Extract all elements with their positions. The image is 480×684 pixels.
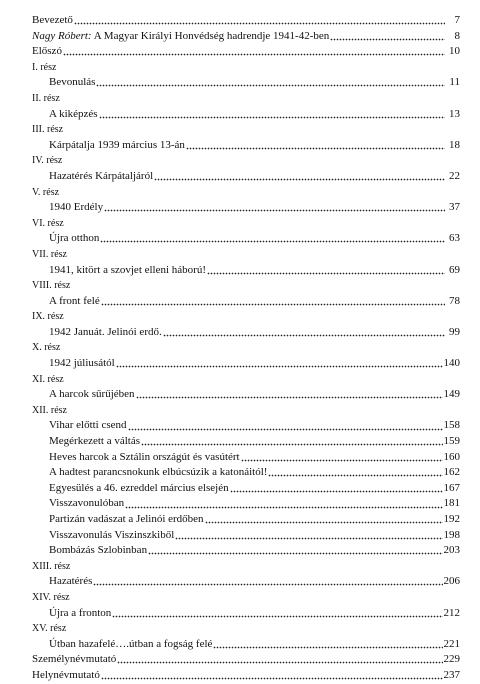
toc-page-number: 11 xyxy=(449,76,460,89)
toc-title: Partizán vadászat a Jelinói erdőben xyxy=(49,513,204,525)
toc-part-heading xyxy=(32,309,460,325)
toc-chapter-entry xyxy=(32,543,460,559)
dot-leader xyxy=(63,53,445,57)
toc-page-number: 158 xyxy=(443,419,460,432)
toc-chapter-entry xyxy=(32,231,460,247)
toc-title: Egyesülés a 46. ezreddel március elsején xyxy=(49,481,229,494)
toc-title: Előszó xyxy=(32,45,62,58)
toc-title: Hazatérés Kárpátaljáról xyxy=(49,169,154,182)
toc-part-heading xyxy=(32,278,460,294)
dot-leader xyxy=(330,37,445,41)
toc-chapter-entry xyxy=(32,418,460,434)
toc-page-number: 229 xyxy=(443,653,460,666)
toc-page-number: 181 xyxy=(443,497,460,510)
toc-part-heading xyxy=(32,153,460,169)
toc-chapter-entry xyxy=(32,263,460,279)
toc-title: Visszavonulóban xyxy=(49,497,125,510)
dot-leader xyxy=(141,443,442,447)
toc-title: VII. rész xyxy=(32,248,67,260)
toc-part-heading xyxy=(32,122,460,138)
toc-page-number: 198 xyxy=(443,528,460,541)
toc-chapter-entry xyxy=(32,496,460,512)
toc-chapter-entry xyxy=(32,434,460,450)
dot-leader xyxy=(117,661,442,665)
toc-part-heading xyxy=(32,590,460,606)
toc-part-heading xyxy=(32,91,460,107)
toc-page-number: 10 xyxy=(449,45,460,58)
toc-chapter-entry xyxy=(32,75,460,91)
toc-title: Vihar előtti csend xyxy=(49,419,127,432)
toc-page-number: 69 xyxy=(449,263,460,276)
toc-chapter-entry xyxy=(32,637,460,653)
toc-chapter-entry xyxy=(32,528,460,544)
toc-title: Kárpátalja 1939 március 13-án xyxy=(49,138,185,151)
toc-chapter-entry xyxy=(32,606,460,622)
toc-chapter-entry xyxy=(32,574,460,590)
toc-page-number: 18 xyxy=(449,138,460,151)
toc-title: XV. rész xyxy=(32,623,67,635)
toc-title: 1942 júliusától xyxy=(49,357,115,370)
toc-part-heading xyxy=(32,247,460,263)
toc-chapter-entry xyxy=(32,465,460,481)
toc-part-heading xyxy=(32,559,460,575)
toc-title: A harcok sűrűjében xyxy=(49,388,135,401)
dot-leader xyxy=(207,271,445,275)
toc-page-number: 140 xyxy=(443,357,460,370)
dot-leader xyxy=(136,396,443,400)
toc-title xyxy=(32,29,329,45)
toc-title: V. rész xyxy=(32,186,60,198)
dot-leader xyxy=(213,645,442,649)
dot-leader xyxy=(205,521,443,525)
toc-title: 1941, kitört a szovjet elleni háború! xyxy=(49,263,207,276)
toc-part-heading xyxy=(32,216,460,232)
dot-leader xyxy=(100,240,445,244)
toc-chapter-entry xyxy=(32,294,460,310)
toc-title: XIV. rész xyxy=(32,591,70,603)
toc-part-heading xyxy=(32,185,460,201)
toc-title: Bevonulás xyxy=(49,76,96,89)
toc-title: Újra otthon xyxy=(49,232,100,245)
toc-title: Újra a fronton xyxy=(49,606,112,619)
toc-title: A front felé xyxy=(49,294,100,307)
toc-chapter-entry xyxy=(32,450,460,466)
toc-entry xyxy=(32,668,460,684)
toc-title: XII. rész xyxy=(32,404,67,416)
toc-title: Bombázás Szlobinban xyxy=(49,544,148,557)
toc-chapter-entry xyxy=(32,169,460,185)
dot-leader xyxy=(230,489,443,493)
dot-leader xyxy=(104,209,445,213)
toc-title-text: A Magyar Királyi Honvédség hadrendje 1941-42-ben xyxy=(91,29,330,42)
toc-chapter-entry xyxy=(32,387,460,403)
dot-leader xyxy=(93,583,442,587)
toc-chapter-entry xyxy=(32,356,460,372)
toc-chapter-entry xyxy=(32,325,460,341)
toc-page-number: 203 xyxy=(443,544,460,557)
toc-part-heading xyxy=(32,340,460,356)
toc-author: Nagy Róbert: xyxy=(32,29,92,42)
toc-title: XIII. rész xyxy=(32,560,71,572)
toc-entry xyxy=(32,29,460,45)
toc-entry xyxy=(32,44,460,60)
toc-title: Útban hazafelé….útban a fogság felé xyxy=(49,637,213,650)
toc-title: A hadtest parancsnokunk elbúcsúzik a katonáitól! xyxy=(49,466,268,479)
toc-page-number: 221 xyxy=(443,637,460,650)
toc-title: Személynévmutató xyxy=(32,653,117,666)
toc-title: VI. rész xyxy=(32,217,64,229)
toc-page-number: 7 xyxy=(454,14,460,26)
dot-leader xyxy=(163,333,445,337)
toc-title: Helynévmutató xyxy=(32,668,100,681)
table-of-contents xyxy=(32,13,460,684)
toc-page-number: 206 xyxy=(443,575,460,588)
toc-title: Heves harcok a Sztálin országút és vasútért xyxy=(49,450,240,463)
toc-title: Megérkezett a váltás xyxy=(49,435,141,448)
toc-title: 1940 Erdély xyxy=(49,201,104,214)
toc-page-number: 159 xyxy=(443,435,460,448)
toc-part-heading xyxy=(32,621,460,637)
dot-leader xyxy=(101,677,443,681)
dot-leader xyxy=(186,146,445,150)
toc-page-number: 63 xyxy=(449,232,460,245)
dot-leader xyxy=(99,115,445,119)
toc-page-number: 167 xyxy=(443,481,460,494)
toc-page-number: 160 xyxy=(443,450,460,463)
toc-chapter-entry xyxy=(32,512,460,528)
toc-title: XI. rész xyxy=(32,373,64,385)
toc-title: II. rész xyxy=(32,92,60,104)
toc-page-number: 8 xyxy=(454,29,460,42)
toc-part-heading xyxy=(32,372,460,388)
toc-chapter-entry xyxy=(32,138,460,154)
dot-leader xyxy=(241,458,443,462)
toc-page-number: 99 xyxy=(449,325,460,338)
toc-entry xyxy=(32,652,460,668)
toc-title: X. rész xyxy=(32,342,61,354)
dot-leader xyxy=(96,84,445,88)
toc-page-number: 237 xyxy=(443,668,460,681)
dot-leader xyxy=(148,552,442,556)
toc-title: I. rész xyxy=(32,61,57,73)
toc-chapter-entry xyxy=(32,200,460,216)
toc-chapter-entry xyxy=(32,107,460,123)
toc-entry xyxy=(32,13,460,29)
dot-leader xyxy=(101,302,445,306)
toc-page-number: 212 xyxy=(443,606,460,619)
toc-page-number: 22 xyxy=(449,169,460,182)
toc-page-number: 13 xyxy=(449,107,460,120)
dot-leader xyxy=(154,178,445,182)
toc-part-heading xyxy=(32,403,460,419)
toc-title: Bevezető xyxy=(32,14,73,26)
toc-title: 1942 Januát. Jelinói erdő. xyxy=(49,325,162,338)
toc-title: Visszavonulás Viszinszkiből xyxy=(49,528,175,541)
toc-title: III. rész xyxy=(32,124,64,136)
toc-page-number: 37 xyxy=(449,201,460,214)
toc-title: IV. rész xyxy=(32,155,63,167)
toc-title: Hazatérés xyxy=(49,575,93,588)
dot-leader xyxy=(112,614,442,618)
toc-title: IX. rész xyxy=(32,311,64,323)
dot-leader xyxy=(116,365,443,369)
toc-page-number: 149 xyxy=(443,388,460,401)
dot-leader xyxy=(175,536,442,540)
dot-leader xyxy=(268,474,442,478)
dot-leader xyxy=(74,22,445,26)
toc-page-number: 162 xyxy=(443,466,460,479)
toc-title: VIII. rész xyxy=(32,280,71,292)
dot-leader xyxy=(125,505,442,509)
toc-chapter-entry xyxy=(32,481,460,497)
toc-title: A kiképzés xyxy=(49,107,98,120)
dot-leader xyxy=(128,427,443,431)
toc-page-number: 192 xyxy=(443,513,460,525)
toc-page-number: 78 xyxy=(449,294,460,307)
toc-part-heading xyxy=(32,60,460,76)
